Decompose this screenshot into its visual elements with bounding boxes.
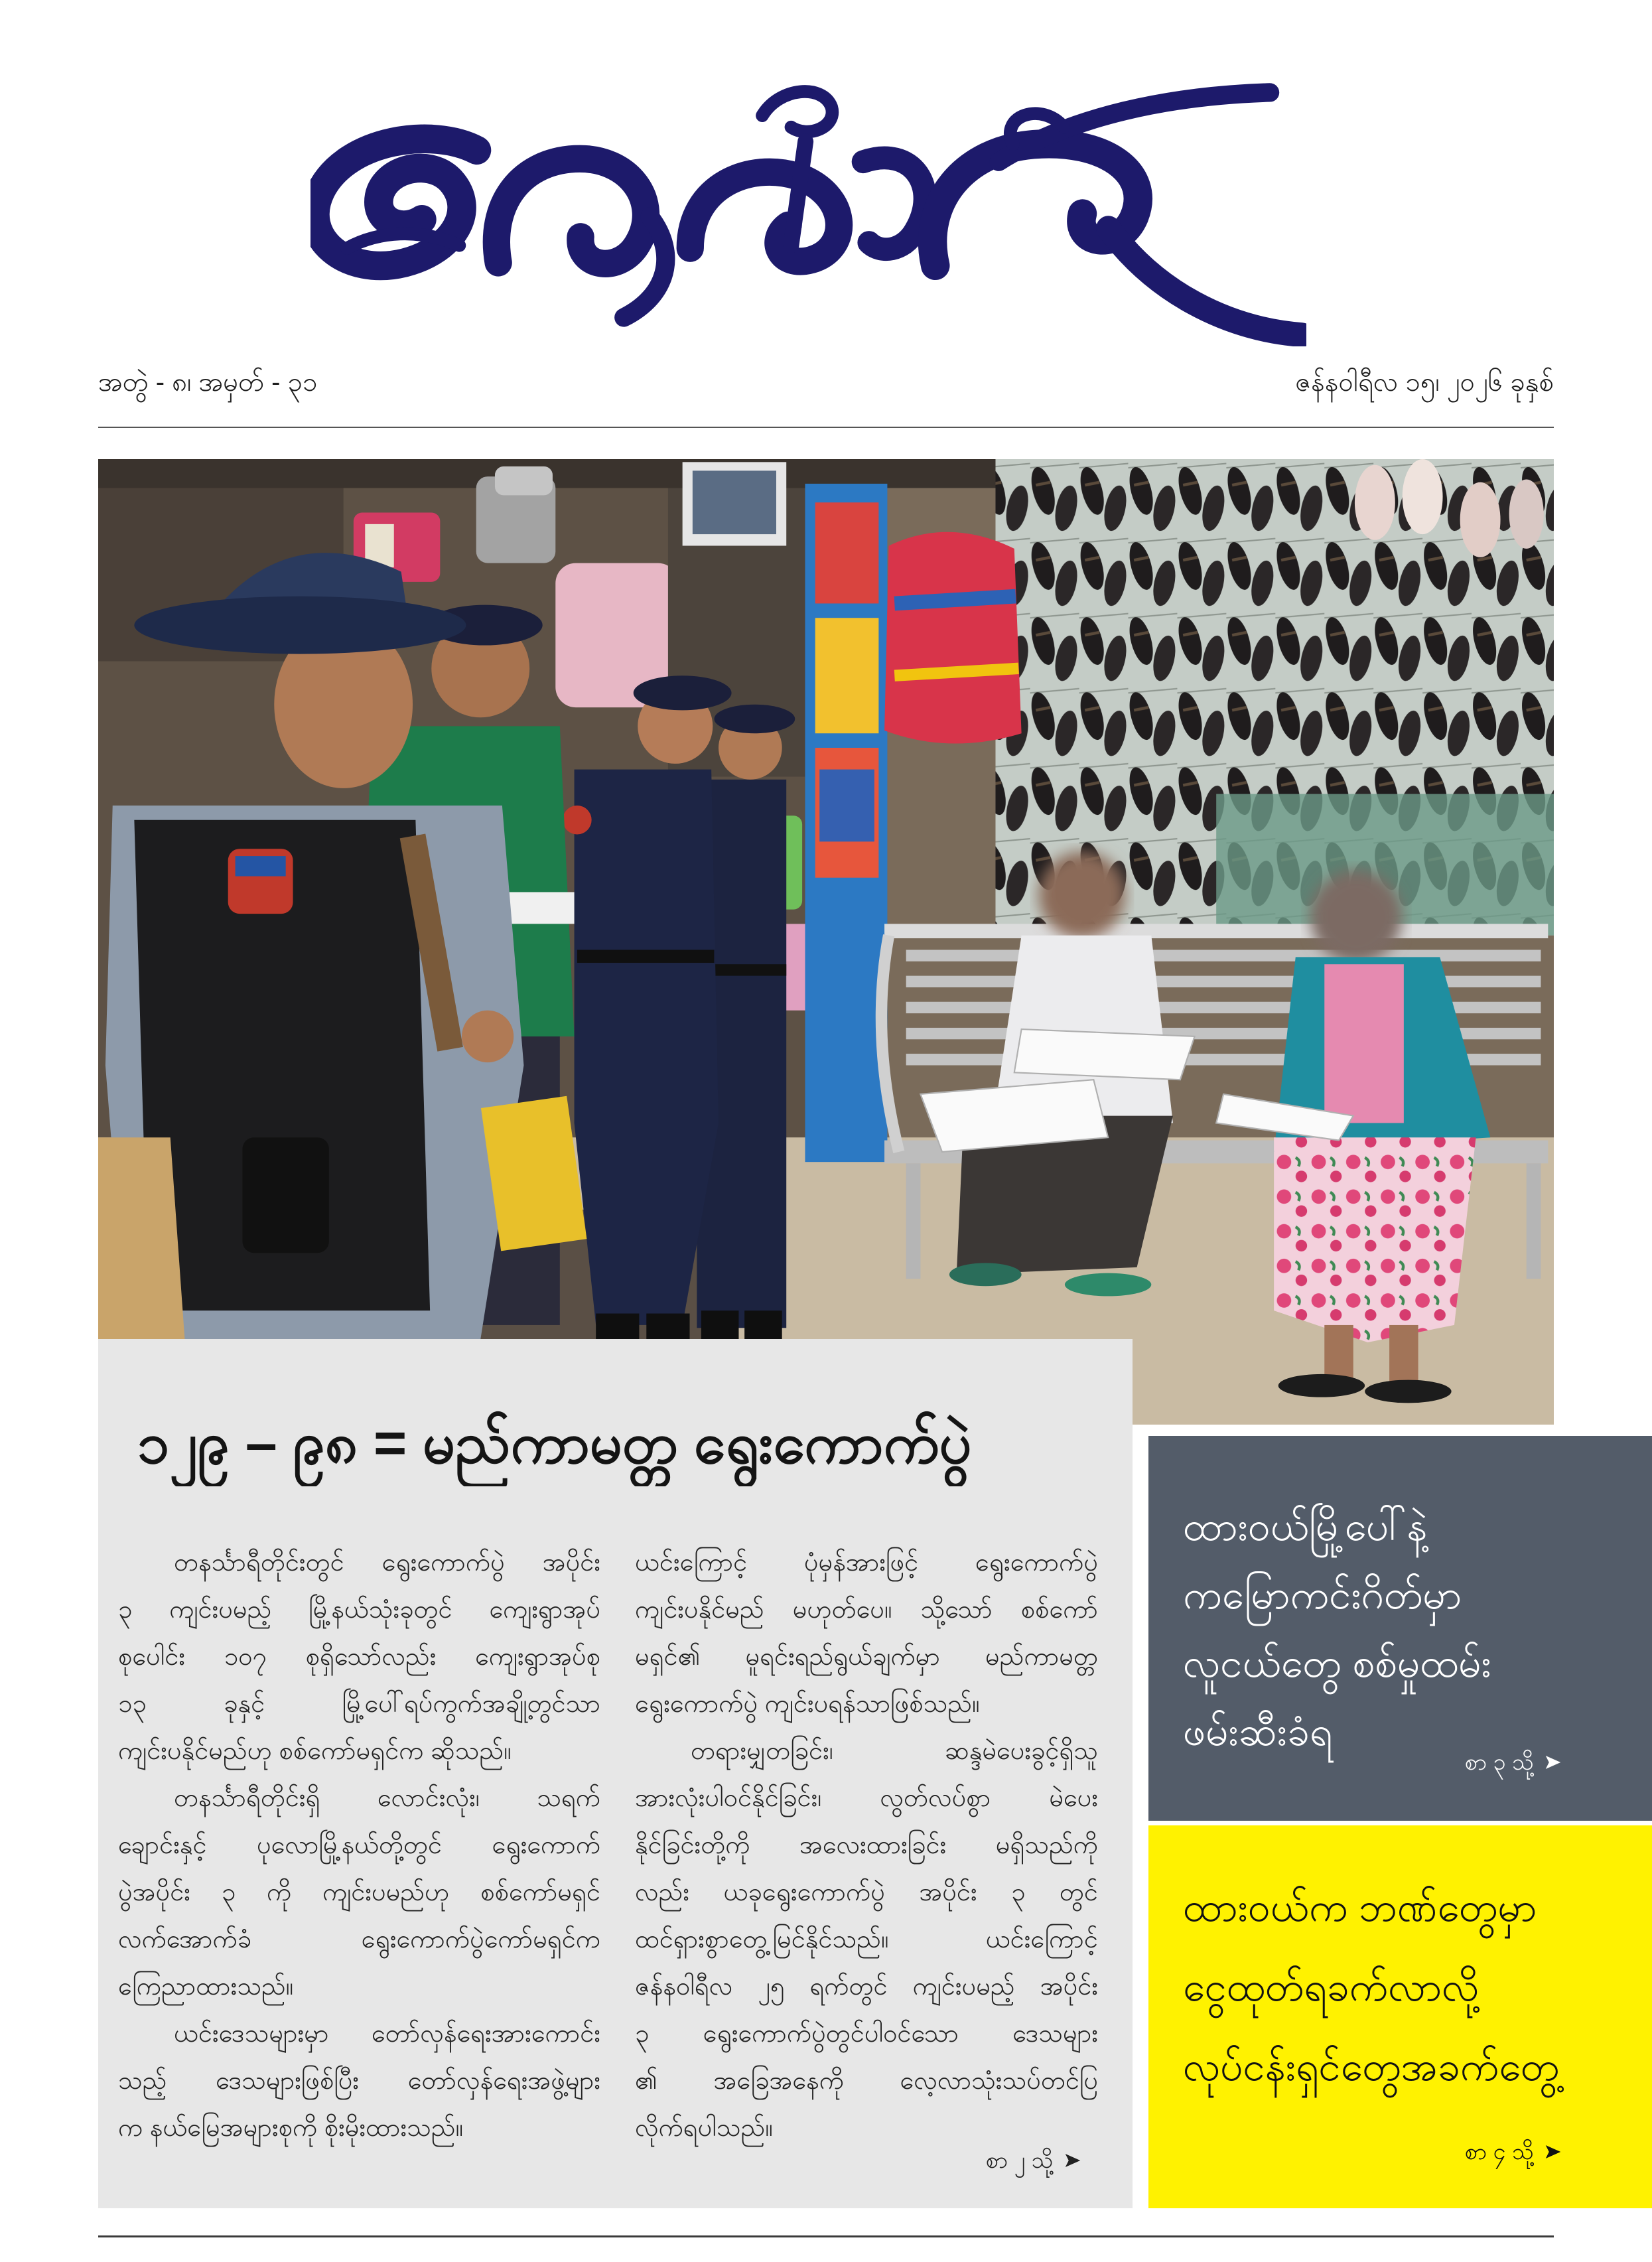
photo-red-bag <box>884 532 1022 744</box>
body-line: ကျင်းပနိုင်မည် မဟုတ်ပေ။ သို့သော် စစ်ကော် <box>635 1596 1098 1624</box>
cover-photo <box>98 459 1554 1425</box>
body-line: ကျင်းပနိုင်မည်ဟု စစ်ကော်မရှင်က ဆိုသည်။ <box>118 1737 512 1765</box>
lead-column-1 <box>118 1539 600 2152</box>
teaser-line: လုပ်ငန်းရှင်တွေအခက်တွေ့ <box>1183 2044 1560 2089</box>
body-line: တနင်္သာရီတိုင်းတွင် ရွေးကောက်ပွဲ အပိုင်း <box>174 1549 600 1577</box>
body-line: အားလုံးပါဝင်နိုင်ခြင်း၊ လွတ်လပ်စွာ မဲပေး <box>635 1784 1098 1812</box>
teaser-line: လူငယ်တွေ စစ်မှုထမ်း <box>1183 1641 1491 1685</box>
body-line: တရားမျှတခြင်း၊ ဆန္ဒမဲပေးခွင့်ရှိသူ <box>691 1737 1098 1765</box>
issue-volume-number: အတွဲ - ၈၊ အမှတ် - ၃၁ <box>98 368 318 397</box>
body-line: နိုင်ခြင်းတို့ကို အလေးထားခြင်း မရှိသည်ကို <box>635 1831 1098 1859</box>
teaser-headline <box>1183 1492 1634 1766</box>
body-line: ပွဲအပိုင်း ၃ ကို ကျင်းပမည်ဟု စစ်ကော်မရှင် <box>118 1878 600 1906</box>
photo-blue-pillar <box>805 484 887 1162</box>
body-line: စုပေါင်း ၁၀၇ စုရှိသော်လည်း ကျေးရွာအုပ်စု <box>118 1643 600 1671</box>
teaser-box-yellow <box>1148 1825 1652 2208</box>
teaser-line: ငွေထုတ်ရခက်လာလို့ <box>1183 1965 1480 2009</box>
teaser-continued-marker <box>1465 2133 1563 2170</box>
body-line: က နယ်မြေအများစုကို စိုးမိုးထားသည်။ <box>118 2114 464 2142</box>
teaser-headline <box>1183 1868 1634 2107</box>
masthead-logo <box>310 72 1306 346</box>
body-line: ချောင်းနှင့် ပုလောမြို့နယ်တို့တွင် ရွေးကောက် <box>118 1831 600 1859</box>
top-divider <box>98 427 1554 428</box>
lead-continued-marker <box>986 2142 1083 2179</box>
teaser-box-dark <box>1148 1436 1652 1821</box>
teaser-line: ထားဝယ်က ဘဏ်တွေမှာ <box>1183 1885 1537 1930</box>
body-line: ထင်ရှားစွာတွေ့မြင်နိုင်သည်။ ယင်းကြောင့် <box>635 1926 1098 1953</box>
body-line: တနင်္သာရီတိုင်းရှိ လောင်းလုံး၊ သရက် <box>174 1784 600 1812</box>
body-line: သည့် ဒေသများဖြစ်ပြီး တော်လှန်ရေးအဖွဲ့များ <box>118 2067 600 2095</box>
bottom-divider <box>98 2235 1554 2237</box>
lead-headline: ၁၂၉ – ၉၈ = မည်ကာမတ္တ ရွေးကောက်ပွဲ <box>137 1411 972 1475</box>
teaser-line: ကမြောကင်းဂိတ်မှာ <box>1183 1573 1462 1617</box>
photo-broom <box>98 1137 184 1339</box>
lead-story <box>98 1339 1133 2208</box>
teaser-line: ထားဝယ်မြို့ပေါ်နဲ့ <box>1183 1504 1428 1549</box>
teaser-continued-marker <box>1465 1744 1563 1781</box>
issue-date: ဇန်နဝါရီလ ၁၅၊ ၂၀၂၆ ခုနှစ် <box>1295 368 1554 397</box>
body-line: ၏ အခြေအနေကို လေ့လာသုံးသပ်တင်ပြ <box>635 2067 1098 2095</box>
arrow-right-icon <box>1543 2142 1563 2162</box>
body-line: ၁၃ ခုနှင့် မြို့ပေါ်ရပ်ကွက်အချို့တွင်သာ <box>118 1690 600 1718</box>
lead-column-2 <box>635 1539 1098 2152</box>
body-line: ရွေးကောက်ပွဲ ကျင်းပရန်သာဖြစ်သည်။ <box>635 1690 980 1718</box>
arrow-right-icon <box>1543 1752 1563 1772</box>
continued-label: စာ ၄ သို့ <box>1465 2139 1534 2164</box>
body-line: ကြေညာထားသည်။ <box>118 1973 294 2001</box>
body-line: မရှင်၏ မူရင်းရည်ရွယ်ချက်မှာ မည်ကာမတ္တ <box>635 1643 1098 1671</box>
continued-label: စာ ၃ သို့ <box>1465 1750 1534 1775</box>
body-line: ဇန်နဝါရီလ ၂၅ ရက်တွင် ကျင်းပမည့် အပိုင်း <box>635 1973 1098 2001</box>
body-line: ယင်းဒေသများမှာ တော်လှန်ရေးအားကောင်း <box>174 2020 600 2048</box>
teaser-line: ဖမ်းဆီးခံရ <box>1183 1709 1333 1754</box>
continued-label: စာ ၂ သို့ <box>986 2148 1054 2173</box>
body-line: လိုက်ရပါသည်။ <box>635 2114 773 2142</box>
body-line: လည်း ယခုရွေးကောက်ပွဲ အပိုင်း ၃ တွင် <box>635 1878 1098 1906</box>
arrow-right-icon <box>1063 2151 1083 2170</box>
body-line: ၃ ရွေးကောက်ပွဲတွင်ပါဝင်သော ဒေသများ <box>635 2020 1098 2048</box>
body-line: ၃ ကျင်းပမည့် မြို့နယ်သုံးခုတွင် ကျေးရွာအုပ် <box>118 1596 600 1624</box>
body-line: ယင်းကြောင့် ပုံမှန်အားဖြင့် ရွေးကောက်ပွဲ <box>635 1549 1098 1577</box>
body-line: လက်အောက်ခံ ရွေးကောက်ပွဲကော်မရှင်က <box>118 1926 600 1953</box>
